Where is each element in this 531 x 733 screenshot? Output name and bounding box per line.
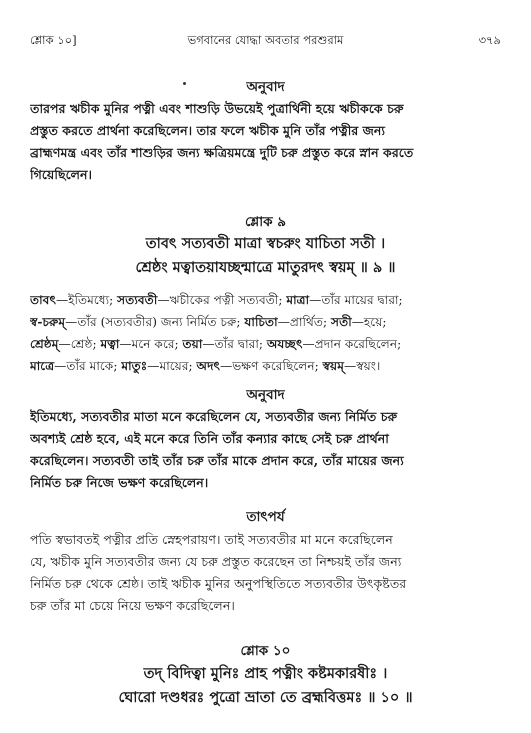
- gloss-word: মত্বা: [100, 337, 120, 351]
- gloss-word: শ্রেষ্ঠম্: [30, 337, 59, 351]
- gloss-meaning: —ভক্ষণ করেছিলেন;: [220, 359, 323, 373]
- gloss-word: সত্যবতী: [117, 293, 158, 307]
- gloss-meaning: —মায়ের;: [147, 359, 197, 373]
- verse-10-text: [0, 662, 531, 710]
- gloss-word: তাবৎ: [30, 293, 56, 307]
- gloss-word: যাচিতা: [244, 315, 278, 329]
- gloss-word: মাত্রা: [286, 293, 310, 307]
- translation-paragraph-1: [30, 98, 504, 186]
- header-verse-ref: শ্লোক ১০]: [30, 33, 77, 47]
- header-chapter-title: ভগবানের যোদ্ধা অবতার পরশুরাম: [187, 33, 344, 47]
- verse-9-title: শ্লোক ৯: [244, 214, 287, 230]
- translation-paragraph-2: [30, 406, 504, 494]
- gloss-meaning: —তাঁর দ্বারা;: [202, 337, 267, 351]
- text-line: চরু তাঁর মা চেয়ে নিয়ে ভক্ষণ করেছিলেন।: [30, 598, 235, 613]
- gloss-meaning: —ঋচীকের পত্নী সত্যবতী;: [157, 293, 287, 307]
- gloss-word: স্ব-চরুম্: [30, 315, 66, 329]
- text-line: নির্মিত চরু নিজে ভক্ষণ করেছিলেন।: [30, 475, 209, 490]
- gloss-meaning: —শ্রেষ্ঠ;: [58, 337, 101, 351]
- text-line: ইতিমধ্যে, সত্যবতীর মাতা মনে করেছিলেন যে, সত্যবতীর জন্য নির্মিত চরু: [30, 409, 398, 424]
- verse-line: শ্রেষ্ঠং মত্বাতয়াযচ্ছন্মাত্রে মাতুরদৎ স্বয়ম্ ॥ ৯ ॥: [135, 259, 396, 276]
- gloss-word: মাতুঃ: [121, 359, 148, 373]
- text-line: নির্মিত চরু থেকে শ্রেষ্ঠ। তাই ঋচীক মুনির অনুপস্থিতিতে সত্যবতীর উৎকৃষ্টতর: [30, 576, 407, 591]
- text-line: যে, ঋচীক মুনি সত্যবতীর জন্য যে চরু প্রস্তুত করেছেন তা নিশ্চয়ই তাঁর জন্য: [30, 554, 402, 569]
- gloss-word: মাত্রে: [30, 359, 55, 373]
- gloss-meaning: —মনে করে;: [119, 337, 183, 351]
- gloss-meaning: —স্বয়ং।: [344, 359, 381, 373]
- verse-10-title: শ্লোক ১০: [240, 643, 291, 659]
- gloss-line: [30, 311, 504, 333]
- purport-paragraph: [30, 529, 504, 617]
- verse-line: ঘোরো দণ্ডধরঃ পুত্রো ভ্রাতা তে ব্রহ্মবিত্তমঃ ॥ ১০ ॥: [118, 689, 413, 706]
- word-for-word-gloss: [30, 289, 504, 377]
- gloss-meaning: —তাঁর মায়ের দ্বারা;: [309, 293, 403, 307]
- gloss-word: স্বয়ম্: [322, 359, 344, 373]
- gloss-meaning: —তাঁর মাকে;: [54, 359, 122, 373]
- gloss-meaning: —প্রদান করেছিলেন;: [302, 337, 402, 351]
- text-line: অবশ্যই শ্রেষ্ঠ হবে, এই মনে করে তিনি তাঁর কন্যার কাছে সেই চরু প্রার্থনা: [30, 431, 389, 446]
- text-line: প্রস্তুত করতে প্রার্থনা করেছিলেন। তার ফলে ঋচীক মুনি তাঁর পত্নীর জন্য: [30, 123, 386, 138]
- text-line: ব্রাহ্মণমন্ত্র এবং তাঁর শাশুড়ির জন্য ক্ষত্রিয়মন্ত্রে দুটি চরু প্রস্তুত করে স্নান করতে: [30, 145, 414, 160]
- verse-line: তদ্ বিদিত্বা মুনিঃ প্রাহ পত্নীং কষ্টমকারষীঃ ।: [143, 665, 388, 682]
- gloss-word: সতী: [331, 315, 352, 329]
- gloss-word: তয়া: [182, 337, 203, 351]
- verse-9-text: [0, 232, 531, 280]
- gloss-word: অদৎ: [196, 359, 220, 373]
- gloss-word: অযচ্ছৎ: [266, 337, 303, 351]
- gloss-line: [30, 333, 504, 355]
- text-line: গিয়েছিলেন।: [30, 167, 93, 182]
- text-line: পতি স্বভাবতই পত্নীর প্রতি স্নেহপরায়ণ। তাই সত্যবতীর মা মনে করেছিলেন: [30, 532, 393, 547]
- purport-heading: তাৎপর্য: [246, 509, 285, 525]
- translation-heading-2: অনুবাদ: [246, 387, 285, 403]
- header-page-number: ৩৭৯: [478, 33, 501, 47]
- gloss-meaning: —হয়ে;: [351, 315, 387, 329]
- gloss-meaning: —প্রার্থিত;: [277, 315, 332, 329]
- text-line: করেছিলেন। সত্যবতী তাই তাঁর চরু তাঁর মাকে প্রদান করে, তাঁর মায়ের জন্য: [30, 453, 404, 468]
- gloss-meaning: —তাঁর (সত্যবতীর) জন্য নির্মিত চরু;: [65, 315, 245, 329]
- verse-line: তাবৎ সত্যবতী মাত্রা স্বচরুং যাচিতা সতী ।: [145, 235, 386, 252]
- translation-heading-1: অনুবাদ: [246, 79, 285, 95]
- running-header: [30, 32, 501, 50]
- text-line: তারপর ঋচীক মুনির পত্নী এবং শাশুড়ি উভয়েই পুত্রার্থিনী হয়ে ঋচীককে চরু: [30, 101, 404, 116]
- gloss-meaning: —ইতিমধ্যে;: [55, 293, 118, 307]
- gloss-line: [30, 355, 504, 377]
- gloss-line: [30, 289, 504, 311]
